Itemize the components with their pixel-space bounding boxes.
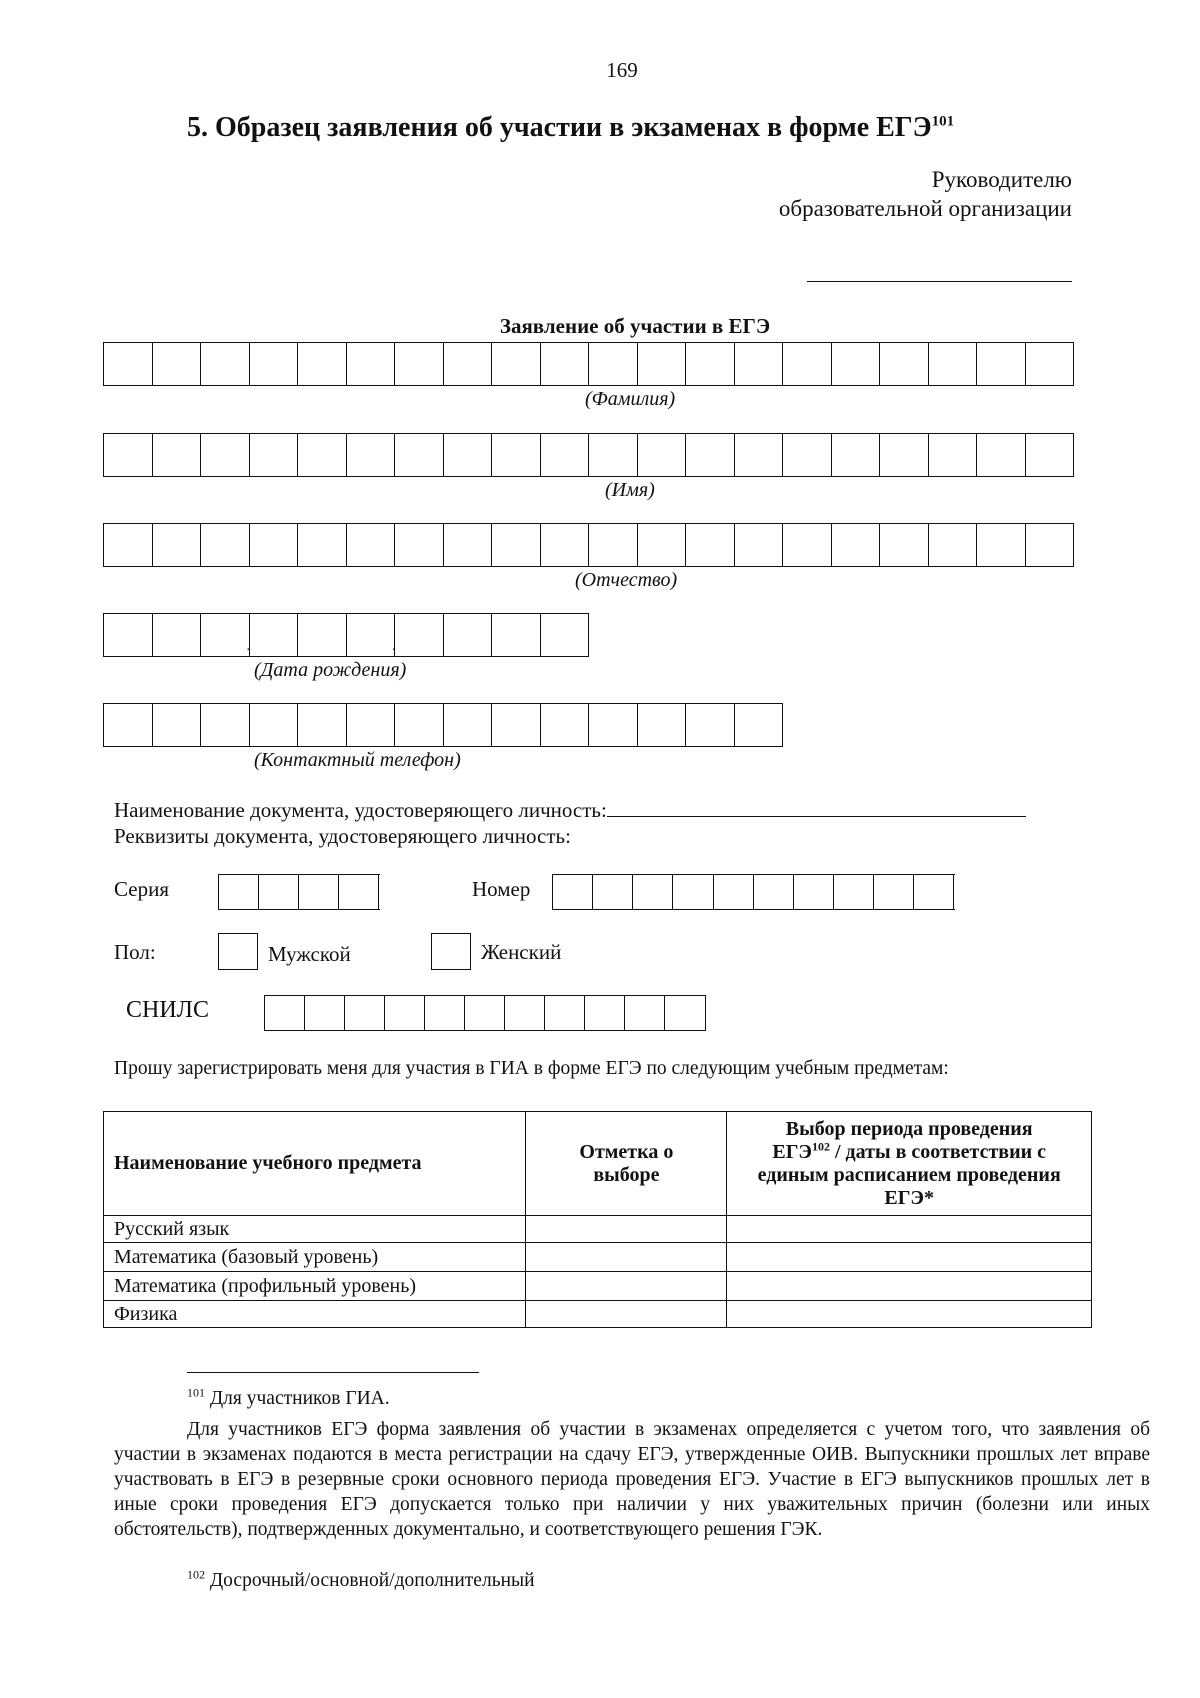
gender-male-checkbox[interactable] xyxy=(218,933,258,970)
char-box[interactable] xyxy=(201,524,250,566)
char-box[interactable] xyxy=(339,875,379,909)
char-box[interactable] xyxy=(929,434,978,476)
char-box[interactable] xyxy=(673,875,713,909)
char-box[interactable] xyxy=(541,704,590,746)
char-box[interactable] xyxy=(541,524,590,566)
subjects-table xyxy=(103,1111,1092,1328)
birthdate-caption: (Дата рождения) xyxy=(254,659,407,681)
char-box[interactable] xyxy=(298,343,347,385)
gender-male-label: Мужской xyxy=(268,942,351,966)
char-box[interactable] xyxy=(298,704,347,746)
phone-boxes[interactable] xyxy=(103,703,783,747)
char-box[interactable] xyxy=(250,704,299,746)
char-box[interactable] xyxy=(347,704,396,746)
footnote-rule xyxy=(187,1372,479,1373)
char-box[interactable] xyxy=(259,875,299,909)
char-box[interactable] xyxy=(347,524,396,566)
char-box[interactable] xyxy=(305,996,345,1030)
char-box[interactable] xyxy=(589,704,638,746)
char-box[interactable] xyxy=(977,434,1026,476)
surname-caption: (Фамилия) xyxy=(585,388,676,410)
page-number: 169 xyxy=(606,58,638,82)
table-row xyxy=(104,1216,1092,1243)
char-box[interactable] xyxy=(589,343,638,385)
char-box[interactable] xyxy=(541,434,590,476)
char-box[interactable] xyxy=(1026,524,1075,566)
char-box[interactable] xyxy=(250,524,299,566)
char-box[interactable] xyxy=(492,524,541,566)
footnote-102-text: Досрочный/основной/дополнительный xyxy=(205,1570,535,1591)
period-cell[interactable] xyxy=(727,1301,1092,1328)
char-box[interactable] xyxy=(425,996,465,1030)
addressee-line-2: образовательной организации xyxy=(778,196,1072,221)
subject-name: Математика (профильный уровень) xyxy=(104,1272,526,1301)
char-box[interactable] xyxy=(585,996,625,1030)
subject-name: Физика xyxy=(104,1301,526,1328)
series-boxes[interactable] xyxy=(218,874,380,910)
char-box[interactable] xyxy=(686,434,735,476)
gender-label: Пол: xyxy=(114,940,156,964)
char-box[interactable] xyxy=(153,434,202,476)
footnote-101-first xyxy=(187,1386,390,1411)
header-period xyxy=(727,1112,1092,1216)
char-box[interactable] xyxy=(638,524,687,566)
form-title: Заявление об участии в ЕГЭ xyxy=(499,314,771,338)
footnote-102-mark: 102 xyxy=(187,1567,205,1582)
char-box[interactable] xyxy=(444,614,493,656)
char-box[interactable] xyxy=(505,996,545,1030)
char-box[interactable] xyxy=(545,996,585,1030)
char-box[interactable] xyxy=(392,614,444,656)
header-period-mark: 102 xyxy=(812,1138,830,1153)
char-box[interactable] xyxy=(735,343,784,385)
char-box[interactable] xyxy=(880,524,929,566)
doc-name-label: Наименование документа, удостоверяющего личность: xyxy=(114,798,607,822)
choice-cell[interactable] xyxy=(526,1216,727,1243)
char-box[interactable] xyxy=(153,343,202,385)
char-box[interactable] xyxy=(104,614,153,656)
char-box[interactable] xyxy=(395,434,444,476)
char-box[interactable] xyxy=(444,343,493,385)
char-box[interactable] xyxy=(246,614,299,656)
char-box[interactable] xyxy=(832,343,881,385)
gender-female-checkbox[interactable] xyxy=(431,933,471,970)
char-box[interactable] xyxy=(444,704,493,746)
char-box[interactable] xyxy=(638,434,687,476)
char-box[interactable] xyxy=(638,704,687,746)
char-box[interactable] xyxy=(686,704,735,746)
char-box[interactable] xyxy=(735,434,784,476)
char-box[interactable] xyxy=(395,343,444,385)
char-box[interactable] xyxy=(832,434,881,476)
subject-name: Русский язык xyxy=(104,1216,526,1243)
char-box[interactable] xyxy=(153,614,202,656)
table-row xyxy=(104,1243,1092,1272)
header-choice: Отметка о выборе xyxy=(526,1112,727,1216)
choice-cell[interactable] xyxy=(526,1272,727,1301)
number-boxes[interactable] xyxy=(552,874,955,910)
name-boxes[interactable] xyxy=(103,433,1074,477)
request-text: Прошу зарегистрировать меня для участия в ГИА в форме ЕГЭ по следующим учебным предметам: xyxy=(114,1058,949,1079)
char-box[interactable] xyxy=(977,343,1026,385)
char-box[interactable] xyxy=(714,875,754,909)
phone-caption: (Контактный телефон) xyxy=(254,749,461,771)
char-box[interactable] xyxy=(201,434,250,476)
char-box[interactable] xyxy=(250,434,299,476)
signature-line[interactable] xyxy=(807,281,1072,282)
snils-label: СНИЛС xyxy=(126,997,209,1023)
char-box[interactable] xyxy=(104,343,153,385)
choice-cell[interactable] xyxy=(526,1301,727,1328)
period-cell[interactable] xyxy=(727,1216,1092,1243)
table-header-row xyxy=(104,1112,1092,1216)
char-box[interactable] xyxy=(553,875,593,909)
snils-boxes[interactable] xyxy=(264,995,706,1031)
footnote-101-body: Для участников ЕГЭ форма заявления об участии в экзаменах определяется с учетом того, что заявления об участии в экзаменах подаются в места регистрации на сдачу ЕГЭ, утвержденные ОИВ. Выпускники прошлых лет вправе участвовать в ЕГЭ в резервные сроки основного периода проведения ЕГЭ. Участие в ЕГЭ выпускников прошлых лет в иные сроки проведения ЕГЭ допускается только при наличии у них уважительных причин (болезни или иных обстоятельств), подтвержденных документально, и соответствующего решения ГЭК. xyxy=(114,1419,1150,1540)
char-box[interactable] xyxy=(832,524,881,566)
char-box[interactable] xyxy=(153,704,202,746)
char-box[interactable] xyxy=(444,524,493,566)
char-box[interactable] xyxy=(783,434,832,476)
footnote-101-mark: 101 xyxy=(187,1385,205,1400)
char-box[interactable] xyxy=(104,524,153,566)
char-box[interactable] xyxy=(735,704,784,746)
number-label: Номер xyxy=(472,877,531,901)
footnote-102 xyxy=(187,1568,535,1593)
header-subject: Наименование учебного предмета xyxy=(104,1112,526,1216)
char-box[interactable] xyxy=(638,343,687,385)
period-cell[interactable] xyxy=(727,1243,1092,1272)
char-box[interactable] xyxy=(201,614,250,656)
char-box[interactable] xyxy=(783,524,832,566)
char-box[interactable] xyxy=(201,343,250,385)
char-box[interactable] xyxy=(686,343,735,385)
char-box[interactable] xyxy=(395,524,444,566)
char-box[interactable] xyxy=(977,524,1026,566)
patronymic-boxes[interactable] xyxy=(103,523,1074,567)
char-box[interactable] xyxy=(465,996,505,1030)
char-box[interactable] xyxy=(541,343,590,385)
char-box[interactable] xyxy=(444,434,493,476)
name-caption: (Имя) xyxy=(605,479,655,501)
choice-cell[interactable] xyxy=(526,1243,727,1272)
char-box[interactable] xyxy=(104,704,153,746)
char-box[interactable] xyxy=(153,524,202,566)
page-title xyxy=(187,112,954,144)
addressee-line-1: Руководителю xyxy=(931,167,1072,192)
char-box[interactable] xyxy=(589,434,638,476)
char-box[interactable] xyxy=(492,614,541,656)
char-box[interactable] xyxy=(347,434,396,476)
char-box[interactable] xyxy=(589,524,638,566)
char-box[interactable] xyxy=(929,343,978,385)
char-box[interactable] xyxy=(1026,343,1075,385)
header-period-part2: / даты в соответствии с единым расписанием проведения ЕГЭ* xyxy=(757,1140,1061,1209)
table-row xyxy=(104,1272,1092,1301)
char-box[interactable] xyxy=(104,434,153,476)
date-separator: . xyxy=(392,639,396,654)
char-box[interactable] xyxy=(625,996,665,1030)
char-box[interactable] xyxy=(298,434,347,476)
header-period-part1: Выбор периода проведения ЕГЭ xyxy=(772,1117,1033,1163)
char-box[interactable] xyxy=(345,996,385,1030)
char-box[interactable] xyxy=(686,524,735,566)
addressee xyxy=(779,165,1072,223)
char-box[interactable] xyxy=(665,996,705,1030)
birthdate-boxes[interactable] xyxy=(103,613,589,657)
char-box[interactable] xyxy=(347,614,396,656)
char-box[interactable] xyxy=(298,614,347,656)
char-box[interactable] xyxy=(880,343,929,385)
char-box[interactable] xyxy=(633,875,673,909)
char-box[interactable] xyxy=(250,343,299,385)
char-box[interactable] xyxy=(492,343,541,385)
char-box[interactable] xyxy=(874,875,914,909)
surname-boxes[interactable] xyxy=(103,342,1074,386)
doc-name-field[interactable] xyxy=(607,798,1026,817)
date-separator: . xyxy=(246,639,250,654)
char-box[interactable] xyxy=(880,434,929,476)
table-row xyxy=(104,1301,1092,1328)
char-box[interactable] xyxy=(265,996,305,1030)
char-box[interactable] xyxy=(395,704,444,746)
patronymic-caption: (Отчество) xyxy=(575,569,678,591)
char-box[interactable] xyxy=(735,524,784,566)
char-box[interactable] xyxy=(593,875,633,909)
title-text: 5. Образец заявления об участии в экзаменах в форме ЕГЭ xyxy=(187,112,932,143)
title-footnote-mark: 101 xyxy=(931,113,955,130)
char-box[interactable] xyxy=(299,875,339,909)
char-box[interactable] xyxy=(347,343,396,385)
char-box[interactable] xyxy=(929,524,978,566)
char-box[interactable] xyxy=(492,434,541,476)
char-box[interactable] xyxy=(1026,434,1075,476)
char-box[interactable] xyxy=(201,704,250,746)
series-label: Серия xyxy=(114,877,169,901)
doc-details-label: Реквизиты документа, удостоверяющего личность: xyxy=(114,824,571,848)
doc-name-row xyxy=(114,798,1026,823)
subject-name: Математика (базовый уровень) xyxy=(104,1243,526,1272)
char-box[interactable] xyxy=(385,996,425,1030)
period-cell[interactable] xyxy=(727,1272,1092,1301)
char-box[interactable] xyxy=(794,875,834,909)
footnote-101-first-text: Для участников ГИА. xyxy=(205,1388,390,1409)
char-box[interactable] xyxy=(492,704,541,746)
char-box[interactable] xyxy=(219,875,259,909)
char-box[interactable] xyxy=(834,875,874,909)
char-box[interactable] xyxy=(783,343,832,385)
char-box[interactable] xyxy=(754,875,794,909)
char-box[interactable] xyxy=(541,614,590,656)
char-box[interactable] xyxy=(914,875,954,909)
gender-female-label: Женский xyxy=(481,940,562,964)
char-box[interactable] xyxy=(298,524,347,566)
